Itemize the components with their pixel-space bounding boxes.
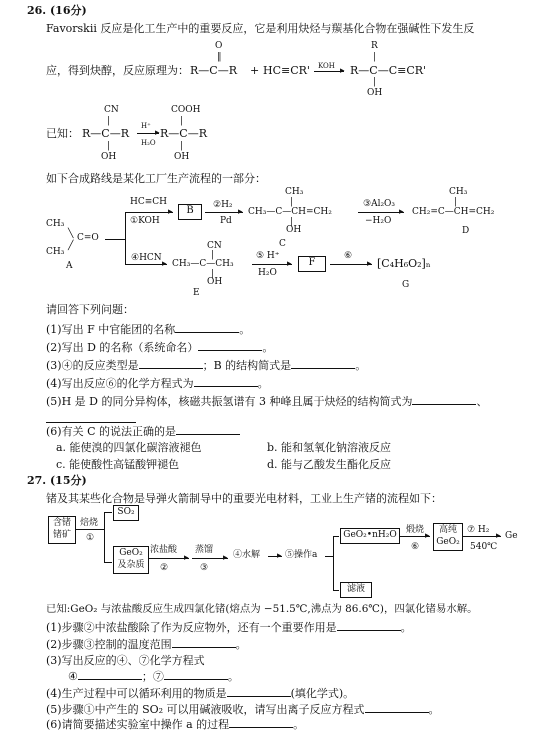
known-left-bond-top: | (107, 116, 111, 126)
step2-reagent-top: ②H₂ (213, 200, 233, 210)
q26-sub5 (46, 394, 487, 408)
step1-arrowhead: ▸ (168, 207, 173, 217)
q26-sub6-text: (6)有关 C 的说法正确的是 (46, 425, 176, 438)
option-a: a. 能使溴的四氯化碳溶液褪色 (56, 441, 202, 454)
ketone-formula: R—C—R (190, 64, 237, 77)
flow-step6-arrowhead: ▸ (425, 531, 430, 541)
q26-sub4-end: 。 (257, 377, 269, 390)
box-geo2-hydrate: GeO₂•nH₂O (340, 528, 400, 544)
koh-reagent: KOH (318, 62, 335, 70)
box-b: B (178, 204, 202, 220)
step7-hydrogen: ⑦ H₂ (467, 525, 490, 535)
q26-intro-line2: 应，得到炔醇，反应原理为： (46, 64, 189, 77)
step3-reagent-top: ③Al₂O₃ (363, 199, 396, 209)
compound-a-carbonyl: C=O (77, 233, 99, 243)
q27-sub2-end: 。 (235, 638, 247, 651)
flow-step5-vertical (333, 536, 334, 590)
answer-blank[interactable] (172, 637, 236, 648)
step4-reagent: ④HCN (131, 253, 162, 263)
compound-d-main: CH₂=C—CH=CH₂ (412, 207, 495, 217)
answer-blank[interactable] (176, 424, 240, 435)
q27-sub3-end: 。 (227, 670, 239, 683)
q27-sub3: (3)写出反应的④、⑦化学方程式 (46, 654, 205, 667)
known-water-reagent: H₂O (141, 139, 156, 147)
known-arrowhead: ▸ (155, 128, 160, 138)
label-g: G (402, 280, 410, 290)
step5-operation: ⑤操作a (285, 550, 318, 560)
q26-sub5-end: 、 (476, 395, 488, 408)
step2-reagent-bottom: Pd (220, 216, 232, 226)
compound-c-bond-bottom: | (290, 217, 294, 227)
label-e: E (193, 288, 200, 298)
q26-sub1 (46, 322, 250, 336)
step1-reagent-bottom: ①KOH (130, 216, 160, 226)
product-bond-bottom: | (373, 77, 377, 87)
principle-arrowhead: ▸ (340, 66, 345, 76)
answer-blank[interactable] (46, 412, 136, 423)
step4-arrow (125, 264, 167, 265)
answer-blank[interactable] (412, 394, 476, 405)
step1-num: ① (86, 533, 95, 543)
step2-acid: 浓盐酸 (150, 545, 178, 555)
known-left-formula: R—C—R (82, 127, 129, 140)
step3-num: ③ (200, 563, 209, 573)
q26-sub3-end: 。 (355, 359, 367, 372)
known-right-cooh: COOH (171, 105, 201, 115)
q27-known: 已知:GeO₂ 与浓盐酸反应生成四氯化锗(熔点为 −51.5℃,沸点为 86.6℃)，四氯化锗易水解。 (46, 603, 478, 615)
known-right-bond-bottom: | (180, 141, 184, 151)
answer-blank[interactable] (229, 717, 293, 728)
flow-so2-line (104, 512, 112, 513)
flow-ore-line (76, 529, 104, 530)
q27-sub4 (46, 686, 354, 700)
compound-d-bond-top: | (454, 197, 458, 207)
label-d: D (462, 226, 470, 236)
q27-sub3-step4: ④ (68, 670, 78, 683)
q26-sub4 (46, 376, 269, 390)
ketone-double-bond: ‖ (217, 52, 222, 62)
compound-e-oh: OH (207, 277, 223, 287)
step6-arrowhead: ▸ (367, 259, 372, 269)
step6-label: ⑥ (344, 251, 353, 261)
answer-blank[interactable] (139, 358, 203, 369)
product-top-r: R (371, 41, 378, 51)
answer-blank[interactable] (337, 620, 401, 631)
q26-sub3-text-b: ；B 的结构简式是 (202, 359, 292, 372)
q27-sub6-end: 。 (293, 718, 305, 731)
plus-sign: + (250, 64, 260, 77)
q26-sub1-text: (1)写出 F 中官能团的名称 (46, 323, 176, 336)
q27-sub3-step7: ；⑦ (141, 670, 164, 683)
answer-blank[interactable] (291, 358, 355, 369)
product-formula: R—C—C≡CR' (350, 64, 427, 77)
known-left-cn: CN (104, 105, 119, 115)
compound-a-bond-bottom: ╱ (68, 241, 74, 251)
q26-intro-line1: Favorskii 反应是化工生产中的重要反应，它是利用炔烃与羰基化合物在强碱性下发生反 (46, 22, 475, 35)
known-left-bond-bottom: | (107, 141, 111, 151)
q26-sub3 (46, 358, 366, 372)
box-so2: SO₂ (113, 505, 139, 521)
step5-reagent-top: ⑤ H⁺ (256, 251, 280, 261)
compound-e-main: CH₃—C—CH₃ (172, 259, 234, 269)
product-bond-top: | (373, 52, 377, 62)
compound-g-formula: [C₄H₆O₂]ₙ (377, 257, 431, 270)
known-acid-reagent: H⁺ (141, 122, 151, 130)
flow-hydrate-line (333, 536, 339, 537)
q26-sub6 (46, 424, 240, 438)
step1-reagent-top: HC≡CH (130, 197, 168, 207)
answer-blank[interactable] (198, 340, 262, 351)
flow-step3-arrowhead: ▸ (223, 553, 228, 563)
flow-step7-arrowhead: ▸ (496, 531, 501, 541)
step3-arrow (358, 212, 404, 213)
q27-header: 27. (15分) (27, 474, 87, 487)
option-c: c. 能使酸性高锰酸钾褪色 (56, 458, 180, 471)
compound-c-top: CH₃ (285, 187, 304, 197)
q26-sub2-text: (2)写出 D 的名称（系统命名） (46, 341, 199, 354)
step6-arrow (330, 264, 372, 265)
compound-a-bottom: CH₃ (46, 247, 65, 257)
q26-sub2 (46, 340, 273, 354)
known-label: 已知： (46, 127, 79, 140)
q27-sub6 (46, 717, 304, 731)
answer-blank[interactable] (227, 686, 291, 697)
flow-split-vertical (104, 512, 105, 562)
known-right-bond-top: | (180, 116, 184, 126)
answer-blank[interactable] (164, 669, 228, 680)
step3-arrowhead: ▸ (399, 207, 404, 217)
route-intro: 如下合成路线是某化工厂生产流程的一部分： (46, 172, 266, 185)
answer-blank[interactable] (78, 669, 142, 680)
q26-header: 26. (16分) (27, 4, 87, 17)
q27-intro: 锗及其某些化合物是导弹火箭制导中的重要光电材料，工业上生产锗的流程如下： (46, 492, 442, 505)
q27-sub2 (46, 637, 247, 651)
step5-arrowhead: ▸ (287, 259, 292, 269)
flow-step4-arrowhead: ▸ (277, 551, 282, 561)
box-filtrate: 滤液 (340, 582, 372, 598)
ketone-oxygen: O (215, 41, 223, 51)
flow-geo2-line (104, 562, 112, 563)
label-c: C (279, 239, 286, 249)
flow-step2-arrowhead: ▸ (184, 553, 189, 563)
q26-prompt: 请回答下列问题： (46, 303, 134, 316)
q26-sub4-text: (4)写出反应⑥的化学方程式为 (46, 377, 194, 390)
flow-step2-arrow (149, 558, 189, 559)
q27-sub5-end: 。 (428, 703, 440, 716)
step2-num: ② (160, 563, 169, 573)
step6-calcine: 煅烧 (406, 525, 425, 535)
compound-d-top: CH₃ (449, 187, 468, 197)
q27-sub6-text: (6)请简要描述实验室中操作 a 的过程 (46, 718, 230, 731)
q27-sub5 (46, 702, 440, 716)
answer-blank[interactable] (365, 702, 429, 713)
q27-sub1-text: (1)步骤②中浓盐酸除了作为反应物外，还有一个重要作用是 (46, 621, 337, 634)
step3-reagent-bottom: −H₂O (365, 216, 392, 226)
step5-arrow (252, 264, 292, 265)
q26-sub3-text-a: (3)④的反应类型是 (46, 359, 139, 372)
step6-num: ⑥ (411, 542, 420, 552)
known-left-oh: OH (101, 152, 117, 162)
alkyne-formula: HC≡CR' (263, 64, 310, 77)
step1-roast: 焙烧 (80, 518, 99, 528)
compound-e-bond-top: | (211, 250, 215, 260)
compound-a-top: CH₃ (46, 219, 65, 229)
q26-sub1-end: 。 (239, 323, 251, 336)
answer-blank[interactable] (175, 322, 239, 333)
step3-distill: 蒸馏 (195, 545, 214, 555)
known-right-oh: OH (174, 152, 190, 162)
compound-c-main: CH₃—C—CH=CH₂ (248, 207, 332, 217)
q27-sub1-end: 。 (400, 621, 412, 634)
q27-sub1 (46, 620, 412, 634)
box-f: F (298, 256, 326, 272)
q26-sub5-text: (5)H 是 D 的同分异构体，核磁共振氢谱有 3 种峰且属于炔烃的结构简式为 (46, 395, 413, 408)
q26-sub2-end: 。 (262, 341, 274, 354)
step2-arrowhead: ▸ (238, 207, 243, 217)
step4-arrowhead: ▸ (162, 259, 167, 269)
option-d: d. 能与乙酸发生酯化反应 (267, 458, 392, 471)
compound-c-bond-top: | (290, 197, 294, 207)
flow-step5-line (325, 556, 333, 557)
compound-e-bond-bottom: | (211, 269, 215, 279)
step7-temperature: 540℃ (470, 542, 498, 552)
box-germanium-ore: 含锗 锗矿 (48, 516, 76, 544)
compound-a-bond-top: ╲ (68, 229, 74, 239)
step1-arrow (125, 212, 173, 213)
compound-c-oh: OH (286, 225, 302, 235)
product-ge: Ge (505, 531, 518, 541)
q27-sub4-text: (4)生产过程中可以循环利用的物质是 (46, 687, 227, 700)
box-pure-geo2: 高纯 GeO₂ (433, 523, 463, 551)
scheme-branch-vertical (125, 212, 126, 264)
known-right-formula: R—C—R (160, 127, 207, 140)
box-geo2-impurities: GeO₂ 及杂质 (113, 546, 149, 574)
q27-sub5-text: (5)步骤①中产生的 SO₂ 可以用碱液吸收，请写出离子反应方程式 (46, 703, 365, 716)
option-b: b. 能和氢氧化钠溶液反应 (267, 441, 392, 454)
q27-sub2-text: (2)步骤③控制的温度范围 (46, 638, 172, 651)
scheme-branch-stem (105, 239, 125, 240)
label-a: A (66, 261, 73, 271)
q27-sub4-end: (填化学式)。 (290, 687, 355, 700)
step5-reagent-bottom: H₂O (258, 268, 277, 278)
product-oh: OH (367, 88, 383, 98)
flow-filtrate-line (333, 590, 339, 591)
step4-hydrolysis: ④水解 (233, 550, 261, 560)
compound-e-cn: CN (207, 241, 222, 251)
answer-blank[interactable] (194, 376, 258, 387)
q27-sub3-answers (68, 669, 239, 683)
